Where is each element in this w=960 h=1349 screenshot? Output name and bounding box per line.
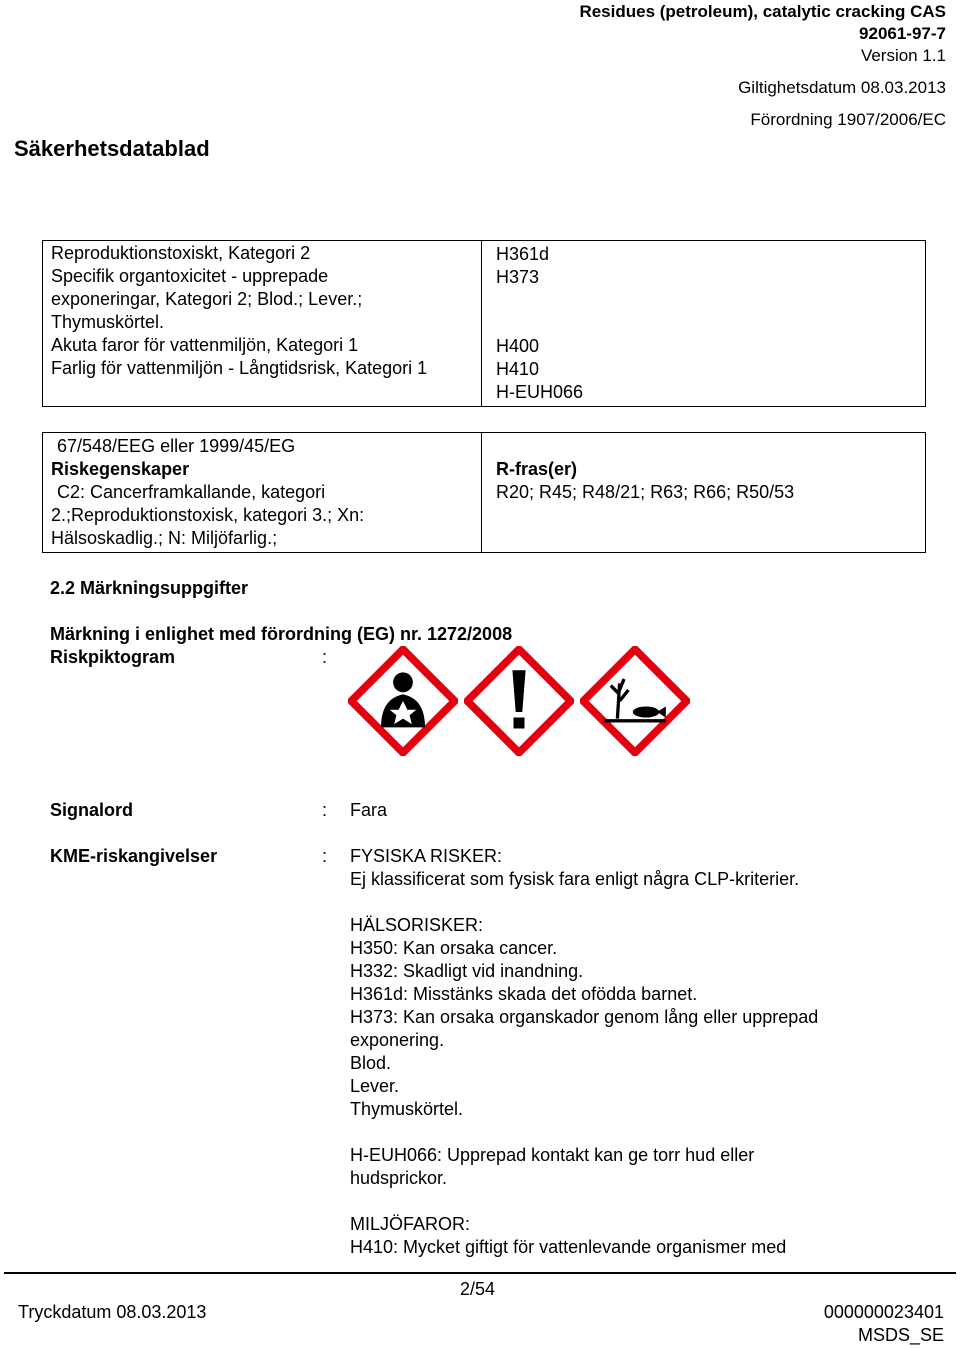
health-hazard-icon <box>348 646 458 756</box>
hazard-statement-line: Lever. <box>350 1076 400 1096</box>
hazard-statement-line: exponering. <box>350 1030 445 1050</box>
footer-divider <box>4 1272 956 1274</box>
hazard-class-line: Farlig för vattenmiljön - Långtidsrisk, Kategori 1 <box>51 358 428 378</box>
hazard-class-line: Reproduktionstoxiskt, Kategori 2 <box>51 243 311 263</box>
r-phrases-cell <box>482 433 926 553</box>
directive: 67/548/EEG eller 1999/45/EG <box>57 436 296 456</box>
signal-word-colon: : <box>322 800 328 820</box>
empty-line <box>51 380 473 403</box>
hazard-code: H400 <box>496 336 540 356</box>
empty-line <box>350 891 818 914</box>
hazard-code: H373 <box>496 267 540 287</box>
environment-icon <box>580 646 690 756</box>
print-date: Tryckdatum 08.03.2013 <box>18 1302 207 1322</box>
hazard-code: H361d <box>496 244 550 264</box>
hazard-statement-line: H332: Skadligt vid inandning. <box>350 961 584 981</box>
hazard-code-cell <box>482 241 926 407</box>
risk-line: Hälsoskadlig.; N: Miljöfarlig.; <box>51 528 278 548</box>
hazard-statement-line: H373: Kan orsaka organskador genom lång eller upprepad <box>350 1007 819 1027</box>
empty-line <box>350 1121 818 1144</box>
hazard-statement-line: FYSISKA RISKER: <box>350 846 503 866</box>
hazard-class-cell <box>43 241 482 407</box>
table-row <box>43 433 926 553</box>
empty-line <box>496 289 917 335</box>
hazard-statement-line: H410: Mycket giftigt för vattenlevande organismer med <box>350 1237 787 1257</box>
hazard-classification-table <box>42 240 926 407</box>
hazard-statements <box>350 845 818 1259</box>
document-title: Säkerhetsdatablad <box>14 136 210 161</box>
hazard-statement-line: H361d: Misstänks skada det ofödda barnet. <box>350 984 698 1004</box>
cas-number: 92061-97-7 <box>859 24 946 43</box>
exclamation-icon <box>464 646 574 756</box>
hazard-code: H410 <box>496 359 540 379</box>
regulation-line: Märkning i enlighet med förordning (EG) nr. 1272/2008 <box>50 624 513 644</box>
r-phrases-header: R-fras(er) <box>496 459 578 479</box>
hazard-code: H-EUH066 <box>496 382 584 402</box>
eu-classification-table <box>42 432 926 553</box>
validity-date: Giltighetsdatum 08.03.2013 <box>738 78 946 97</box>
hazard-statement-line: hudsprickor. <box>350 1168 448 1188</box>
hazard-class-line: exponeringar, Kategori 2; Blod.; Lever.; <box>51 289 363 309</box>
regulation: Förordning 1907/2006/EC <box>750 110 946 129</box>
hazard-class-line: Specifik organtoxicitet - upprepade <box>51 266 329 286</box>
risk-line: C2: Cancerframkallande, kategori <box>57 482 326 502</box>
document-code: MSDS_SE <box>857 1325 944 1345</box>
document-number: 000000023401 <box>823 1302 944 1322</box>
risk-line: 2.;Reproduktionstoxisk, kategori 3.; Xn: <box>51 505 365 525</box>
empty-line <box>496 435 917 458</box>
section-title: 2.2 Märkningsuppgifter <box>50 578 249 598</box>
hazard-statements-label: KME-riskangivelser <box>50 846 218 866</box>
hazard-statement-line: H350: Kan orsaka cancer. <box>350 938 558 958</box>
empty-line <box>350 1190 818 1213</box>
hazard-statement-line: HÄLSORISKER: <box>350 915 484 935</box>
hazard-class-line: Thymuskörtel. <box>51 312 165 332</box>
risk-properties-header: Riskegenskaper <box>51 459 190 479</box>
table-row <box>43 241 926 407</box>
page-number: 2/54 <box>460 1279 496 1299</box>
version: Version 1.1 <box>860 46 946 65</box>
hazard-statement-line: MILJÖFAROR: <box>350 1214 471 1234</box>
signal-word-value: Fara <box>350 800 388 820</box>
hazard-statement-line: Blod. <box>350 1053 392 1073</box>
signal-word-label: Signalord <box>50 800 134 820</box>
pictogram-colon: : <box>322 647 328 667</box>
risk-properties-cell <box>43 433 482 553</box>
product-name: Residues (petroleum), catalytic cracking CAS <box>579 2 946 21</box>
r-phrases-value: R20; R45; R48/21; R63; R66; R50/53 <box>496 482 795 502</box>
hazard-class-line: Akuta faror för vattenmiljön, Kategori 1 <box>51 335 359 355</box>
hazard-statement-line: Ej klassificerat som fysisk fara enligt några CLP-kriterier. <box>350 869 800 889</box>
hazard-statement-line: H-EUH066: Upprepad kontakt kan ge torr hud eller <box>350 1145 755 1165</box>
pictogram-label: Riskpiktogram <box>50 647 176 667</box>
hazard-statements-colon: : <box>322 846 328 866</box>
hazard-statement-line: Thymuskörtel. <box>350 1099 464 1119</box>
